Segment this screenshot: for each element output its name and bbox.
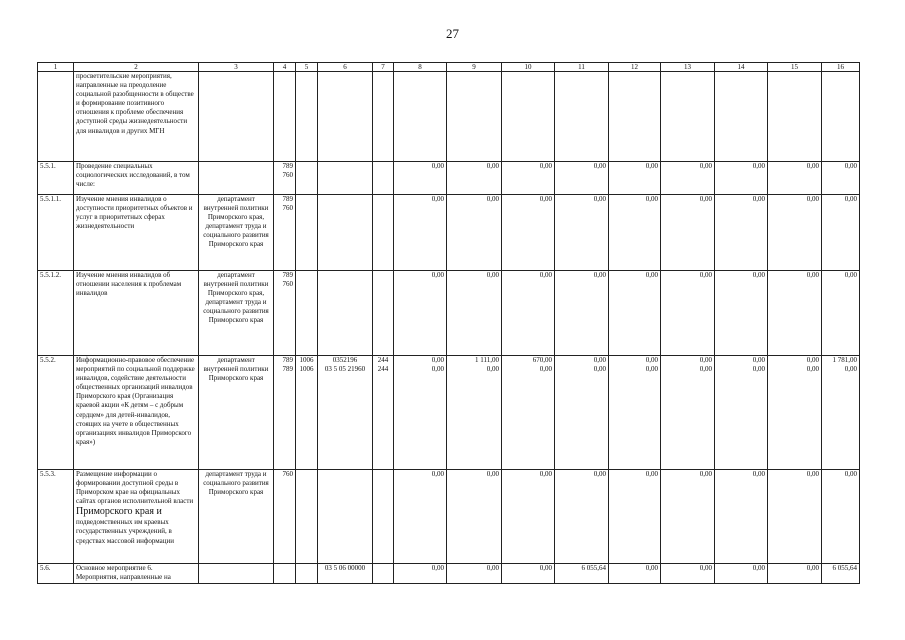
row-expense-code (373, 470, 394, 564)
value-line: 0,00 (431, 162, 444, 170)
ministry-code: 789 (282, 271, 293, 279)
row-value (447, 356, 502, 470)
row-executor: департамент внутренней политики Приморского края, департамент труда и социального развития Приморского края (199, 271, 274, 356)
row-value (555, 162, 609, 195)
row-executor (199, 564, 274, 584)
row-name: Информационно-правовое обеспечение мероприятий по социальной поддержке инвалидов, содействие деятельности общественных организаций инвалидов Приморского края (Организация краевой акции «К детям – с добрым сердцем» для детей-инвалидов, стоящих на учете в общественных организациях инвалидов Приморского края») (74, 356, 199, 470)
header-cell: 9 (447, 63, 502, 72)
row-value (715, 564, 768, 584)
row-name: Проведение специальных социологических исследований, в том числе: (74, 162, 199, 195)
row-value (502, 356, 555, 470)
row-name-part: Размещение информации о формировании доступной среды в Приморском крае на официальных сайтах органов исполнительной власти (76, 470, 194, 506)
section-code: 1006 (299, 356, 314, 364)
row-code: 5.5.3. (38, 470, 74, 564)
row-ministry-code (274, 356, 296, 470)
row-section-code (296, 72, 318, 162)
row-expense-code (373, 271, 394, 356)
row-target-code (318, 162, 373, 195)
row-value (394, 564, 447, 584)
row-name: Изучение мнения инвалидов о доступности приоритетных объектов и услуг в приоритетных сферах жизнедеятельности (74, 195, 199, 271)
row-code: 5.5.1.2. (38, 271, 74, 356)
row-name: просветительские мероприятия, направленные на преодоление социальной разобщенности в обществе и формирование позитивного отношения к проблеме обеспечения доступной среды жизнедеятельности для инвалидов и других МГН (74, 72, 199, 162)
value-line: 0,00 (539, 271, 552, 279)
row-value (822, 271, 860, 356)
row-value (609, 72, 661, 162)
value-line: 0,00 (752, 470, 765, 478)
header-cell: 6 (318, 63, 373, 72)
row-value (555, 271, 609, 356)
header-cell: 13 (661, 63, 715, 72)
value-line: 0,00 (752, 564, 765, 572)
row-value (822, 162, 860, 195)
row-value (768, 271, 822, 356)
row-code: 5.5.2. (38, 356, 74, 470)
row-executor: департамент внутренней политики Приморского края, департамент труда и социального развития Приморского края (199, 195, 274, 271)
value-line: 0,00 (539, 365, 552, 374)
row-executor (199, 162, 274, 195)
row-ministry-code (274, 195, 296, 271)
row-code (38, 72, 74, 162)
ministry-code: 760 (282, 280, 293, 289)
value-line: 0,00 (699, 195, 712, 203)
row-value (661, 470, 715, 564)
table-row (38, 470, 860, 564)
column-number-row (38, 63, 860, 72)
row-value (768, 470, 822, 564)
row-value (394, 162, 447, 195)
value-line: 0,00 (431, 195, 444, 203)
expense-code: 244 (377, 356, 389, 364)
target-code: 0352196 (332, 356, 358, 364)
ministry-code: 760 (282, 171, 293, 180)
value-line: 0,00 (593, 195, 606, 203)
value-line: 0,00 (431, 356, 444, 364)
row-value (822, 72, 860, 162)
row-value (502, 271, 555, 356)
value-line: 0,00 (752, 356, 765, 364)
value-line: 0,00 (752, 162, 765, 170)
value-line: 0,00 (593, 271, 606, 279)
value-line: 0,00 (593, 162, 606, 170)
budget-table (37, 62, 860, 584)
header-cell: 12 (609, 63, 661, 72)
row-value (555, 72, 609, 162)
row-value (502, 470, 555, 564)
row-value (609, 195, 661, 271)
row-section-code (296, 564, 318, 584)
row-ministry-code (274, 271, 296, 356)
row-value (394, 195, 447, 271)
value-line: 0,00 (806, 564, 819, 572)
row-value (768, 356, 822, 470)
row-value (661, 271, 715, 356)
table-row (38, 271, 860, 356)
value-line: 0,00 (486, 470, 499, 478)
row-section-code (296, 356, 318, 470)
row-name-part: подведомственных им краевых государственных учреждений, в средствах массовой информации (76, 518, 175, 545)
ministry-code: 789 (282, 195, 293, 203)
value-line: 0,00 (593, 470, 606, 478)
row-value (447, 72, 502, 162)
header-cell: 2 (74, 63, 199, 72)
row-value (555, 356, 609, 470)
value-line: 0,00 (539, 470, 552, 478)
row-value (502, 195, 555, 271)
row-target-code (318, 72, 373, 162)
row-value (394, 470, 447, 564)
row-value (768, 72, 822, 162)
row-value (768, 195, 822, 271)
value-line: 0,00 (431, 271, 444, 279)
target-code: 03 5 05 21960 (324, 365, 366, 374)
row-value (555, 195, 609, 271)
row-value (822, 564, 860, 584)
header-cell: 3 (199, 63, 274, 72)
value-line: 0,00 (752, 195, 765, 203)
row-value (447, 195, 502, 271)
row-name-part: Приморского края и (76, 506, 162, 518)
row-expense-code (373, 356, 394, 470)
value-line: 0,00 (699, 162, 712, 170)
row-value (502, 162, 555, 195)
row-value (502, 72, 555, 162)
value-line: 0,00 (806, 356, 819, 364)
table-row (38, 162, 860, 195)
row-value (715, 470, 768, 564)
row-value (609, 564, 661, 584)
value-line: 0,00 (699, 365, 712, 374)
header-cell: 15 (768, 63, 822, 72)
value-line: 0,00 (431, 564, 444, 572)
value-line: 0,00 (486, 271, 499, 279)
header-cell: 11 (555, 63, 609, 72)
value-line: 0,00 (699, 271, 712, 279)
value-line: 0,00 (486, 195, 499, 203)
row-target-code (318, 195, 373, 271)
row-value (609, 271, 661, 356)
row-value (715, 195, 768, 271)
value-line: 0,00 (699, 564, 712, 572)
row-value (447, 271, 502, 356)
target-code: 03 5 06 00000 (324, 564, 366, 572)
row-value (715, 72, 768, 162)
row-value (661, 195, 715, 271)
ministry-code: 760 (282, 470, 293, 478)
value-line: 0,00 (752, 271, 765, 279)
row-expense-code (373, 72, 394, 162)
row-section-code (296, 162, 318, 195)
value-line: 0,00 (645, 195, 658, 203)
table-body (38, 63, 860, 584)
header-cell: 5 (296, 63, 318, 72)
value-line: 0,00 (486, 365, 499, 374)
value-line: 0,00 (645, 365, 658, 374)
ministry-code: 760 (282, 204, 293, 213)
row-value (661, 72, 715, 162)
row-value (555, 470, 609, 564)
row-executor: департамент труда и социального развития Приморского края (199, 470, 274, 564)
value-line: 0,00 (645, 162, 658, 170)
value-line: 0,00 (844, 365, 857, 374)
row-value (609, 162, 661, 195)
row-value (394, 72, 447, 162)
row-value (715, 356, 768, 470)
value-line: 0,00 (752, 365, 765, 374)
value-line: 1 781,00 (832, 356, 857, 364)
value-line: 0,00 (593, 356, 606, 364)
value-line: 0,00 (431, 365, 444, 374)
row-ministry-code (274, 162, 296, 195)
row-target-code (318, 470, 373, 564)
row-code: 5.6. (38, 564, 74, 584)
value-line: 0,00 (645, 356, 658, 364)
row-value (447, 564, 502, 584)
header-cell: 14 (715, 63, 768, 72)
table-row (38, 72, 860, 162)
row-code: 5.5.1.1. (38, 195, 74, 271)
value-line: 0,00 (699, 356, 712, 364)
row-section-code (296, 195, 318, 271)
row-value (715, 271, 768, 356)
value-line: 0,00 (806, 271, 819, 279)
row-value (822, 195, 860, 271)
row-value (661, 356, 715, 470)
value-line: 0,00 (806, 470, 819, 478)
ministry-code: 789 (282, 162, 293, 170)
row-value (609, 470, 661, 564)
ministry-code: 789 (282, 356, 293, 364)
value-line: 0,00 (539, 195, 552, 203)
row-value (555, 564, 609, 584)
row-value (502, 564, 555, 584)
value-line: 0,00 (645, 564, 658, 572)
row-ministry-code (274, 72, 296, 162)
row-name: Основное мероприятие 6. Мероприятия, направленные на (74, 564, 199, 584)
row-value (715, 162, 768, 195)
value-line: 0,00 (645, 470, 658, 478)
header-cell: 16 (822, 63, 860, 72)
row-target-code (318, 564, 373, 584)
row-ministry-code (274, 470, 296, 564)
row-name: Изучение мнения инвалидов об отношении населения к проблемам инвалидов (74, 271, 199, 356)
value-line: 0,00 (844, 162, 857, 170)
value-line: 0,00 (539, 564, 552, 572)
value-line: 1 111,00 (475, 356, 499, 364)
row-expense-code (373, 162, 394, 195)
value-line: 670,00 (532, 356, 552, 364)
value-line: 0,00 (699, 470, 712, 478)
row-value (768, 564, 822, 584)
value-line: 0,00 (844, 271, 857, 279)
header-cell: 1 (38, 63, 74, 72)
row-executor: департамент внутренней политики Приморского края (199, 356, 274, 470)
row-value (661, 162, 715, 195)
row-value (394, 356, 447, 470)
value-line: 0,00 (431, 470, 444, 478)
header-cell: 7 (373, 63, 394, 72)
row-value (768, 162, 822, 195)
value-line: 6 055,64 (581, 564, 606, 572)
row-expense-code (373, 564, 394, 584)
row-ministry-code (274, 564, 296, 584)
value-line: 0,00 (806, 195, 819, 203)
row-target-code (318, 356, 373, 470)
value-line: 0,00 (593, 365, 606, 374)
row-code: 5.5.1. (38, 162, 74, 195)
row-value (394, 271, 447, 356)
row-section-code (296, 470, 318, 564)
row-value (609, 356, 661, 470)
row-expense-code (373, 195, 394, 271)
value-line: 0,00 (645, 271, 658, 279)
page-number: 27 (446, 26, 459, 41)
value-line: 6 055,64 (832, 564, 857, 572)
value-line: 0,00 (844, 195, 857, 203)
value-line: 0,00 (486, 564, 499, 572)
row-name (74, 470, 199, 564)
header-cell: 4 (274, 63, 296, 72)
row-target-code (318, 271, 373, 356)
ministry-code: 789 (282, 365, 293, 374)
table-row (38, 356, 860, 470)
value-line: 0,00 (844, 470, 857, 478)
value-line: 0,00 (539, 162, 552, 170)
row-value (822, 356, 860, 470)
row-value (822, 470, 860, 564)
section-code: 1006 (299, 365, 314, 374)
value-line: 0,00 (806, 365, 819, 374)
header-cell: 10 (502, 63, 555, 72)
value-line: 0,00 (806, 162, 819, 170)
row-section-code (296, 271, 318, 356)
row-value (661, 564, 715, 584)
table-row (38, 564, 860, 584)
value-line: 0,00 (486, 162, 499, 170)
row-executor (199, 72, 274, 162)
header-cell: 8 (394, 63, 447, 72)
row-value (447, 162, 502, 195)
table-row (38, 195, 860, 271)
expense-code: 244 (377, 365, 389, 374)
row-value (447, 470, 502, 564)
